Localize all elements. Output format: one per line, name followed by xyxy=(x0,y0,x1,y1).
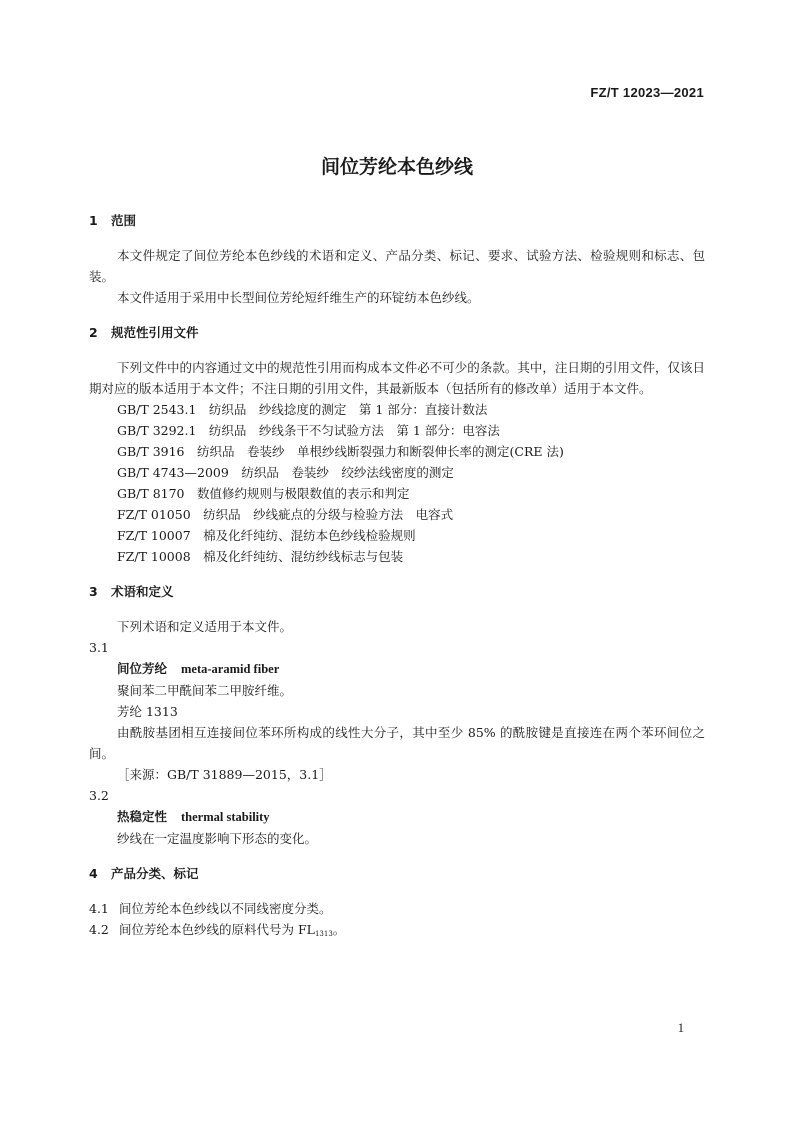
reference-item: FZ/T 01050 纺织品 纱线疵点的分级与检验方法 电容式 xyxy=(117,507,454,522)
reference-item: GB/T 3292.1 纺织品 纱线条干不匀试验方法 第 1 部分：电容法 xyxy=(117,423,500,438)
term-alternative: 芳纶 1313 xyxy=(117,704,178,719)
reference-item: FZ/T 10008 棉及化纤纯纺、混纺纱线标志与包装 xyxy=(117,549,404,564)
document-body xyxy=(89,210,705,945)
paragraph: 下列术语和定义适用于本文件。 xyxy=(117,619,293,634)
clause-item: 4.2 间位芳纶本色纱线的原料代号为 $FL_{1313}$。 xyxy=(89,922,346,938)
paragraph: 本文件规定了间位芳纶本色纱线的术语和定义、产品分类、标记、要求、试验方法、检验规则和标志、包装。 xyxy=(89,248,705,284)
section-heading-classification: 4 产品分类、标记 xyxy=(89,866,199,881)
term-definition: 由酰胺基团相互连接间位苯环所构成的线性大分子，其中至少 85% 的酰胺键是直接连在两个苯环间位之间。 xyxy=(89,725,705,761)
term-alternative: 聚间苯二甲酰间苯二甲胺纤维。 xyxy=(117,683,293,698)
paragraph: 本文件适用于采用中长型间位芳纶短纤维生产的环锭纺本色纱线。 xyxy=(117,290,480,305)
reference-item: GB/T 3916 纺织品 卷装纱 单根纱线断裂强力和断裂伸长率的测定(CRE 法) xyxy=(117,444,564,459)
page-number: 1 xyxy=(677,1021,684,1035)
paragraph: 下列文件中的内容通过文中的规范性引用而构成本文件必不可少的条款。其中，注日期的引用文件，仅该日期对应的版本适用于本文件；不注日期的引用文件，其最新版本（包括所有的修改单）适用于本文件。 xyxy=(89,360,705,396)
section-heading-scope: 1 范围 xyxy=(89,213,137,228)
term-definition: 纱线在一定温度影响下形态的变化。 xyxy=(117,831,318,846)
term-source: ［来源：GB/T 31889—2015，3.1］ xyxy=(117,767,332,782)
clause-number: 3.1 xyxy=(89,640,109,655)
clause-number: 3.2 xyxy=(89,788,109,803)
standard-number: FZ/T 12023—2021 xyxy=(590,85,704,100)
clause-item: 4.1 间位芳纶本色纱线以不同线密度分类。 xyxy=(89,901,332,916)
section-heading-normative-references: 2 规范性引用文件 xyxy=(89,325,199,340)
document-title: 间位芳纶本色纱线 xyxy=(320,156,473,178)
reference-item: GB/T 2543.1 纺织品 纱线捻度的测定 第 1 部分：直接计数法 xyxy=(117,402,488,417)
reference-item: GB/T 8170 数值修约规则与极限数值的表示和判定 xyxy=(117,486,410,501)
subscript: 1313 xyxy=(314,930,333,938)
reference-item: FZ/T 10007 棉及化纤纯纺、混纺本色纱线检验规则 xyxy=(117,528,416,543)
section-heading-terms: 3 术语和定义 xyxy=(89,584,174,599)
term-entry: 间位芳纶 meta-aramid fiber xyxy=(117,661,280,676)
reference-item: GB/T 4743—2009 纺织品 卷装纱 绞纱法线密度的测定 xyxy=(117,465,454,480)
term-entry: 热稳定性 thermal stability xyxy=(117,809,270,824)
